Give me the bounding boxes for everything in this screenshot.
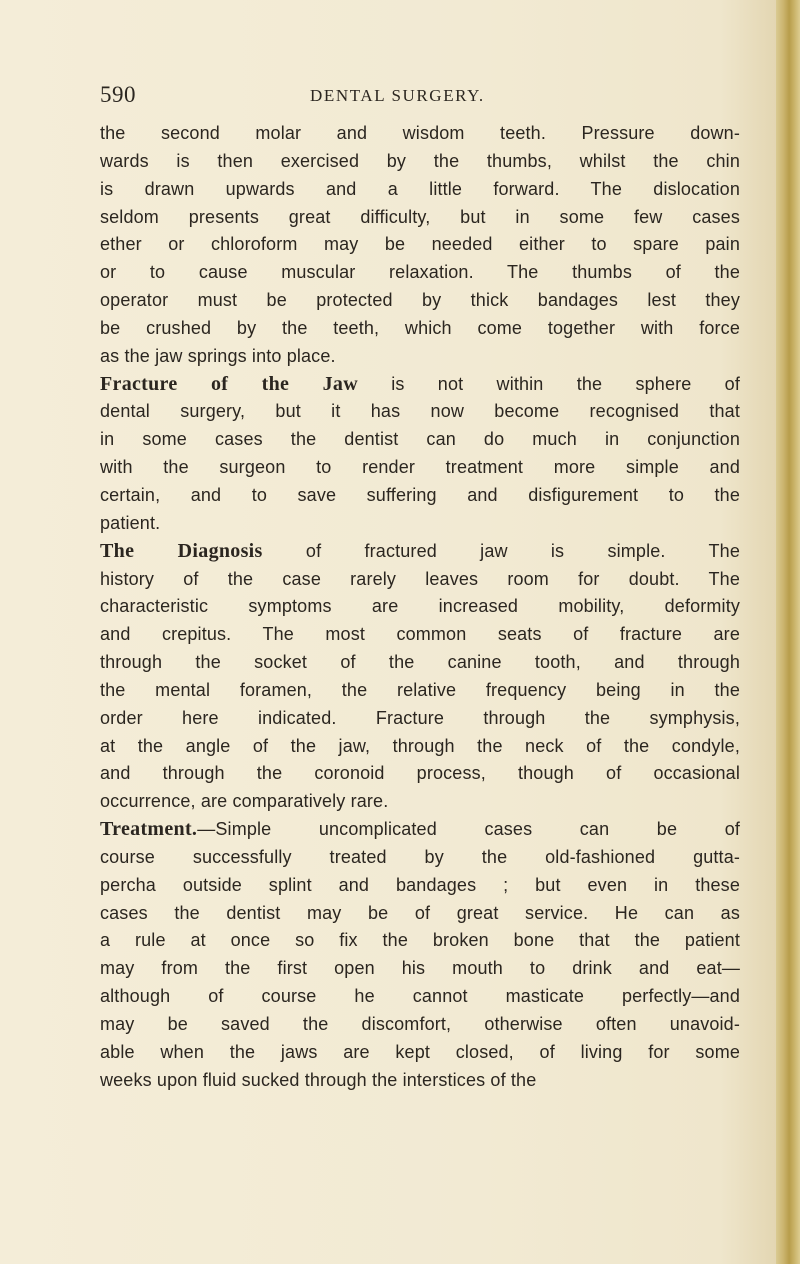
text-line bbox=[100, 1011, 740, 1039]
text-line bbox=[100, 148, 740, 176]
line-text: is not within the sphere of bbox=[357, 373, 740, 394]
line-text: patient. bbox=[100, 512, 161, 533]
text-line bbox=[100, 204, 740, 232]
page-edge bbox=[776, 0, 800, 1264]
line-text: operator must be protected by thick bandages lest they bbox=[100, 290, 740, 311]
line-text: the mental foramen, the relative frequency being in the bbox=[100, 679, 740, 700]
text-line bbox=[100, 649, 740, 677]
section-heading: Fracture of the Jaw bbox=[100, 372, 358, 395]
text-line bbox=[100, 371, 740, 399]
text-line bbox=[100, 1067, 740, 1095]
line-text: a rule at once so fix the broken bone that the patient bbox=[100, 930, 740, 951]
text-line bbox=[100, 844, 740, 872]
line-text: dental surgery, but it has now become recognised that bbox=[100, 401, 740, 422]
text-line bbox=[100, 705, 740, 733]
text-line bbox=[100, 872, 740, 900]
line-text: and through the coronoid process, though of occasional bbox=[100, 763, 740, 784]
line-text: history of the case rarely leaves room for doubt. The bbox=[100, 568, 740, 589]
text-line bbox=[100, 621, 740, 649]
section-heading: The Diagnosis bbox=[100, 539, 263, 562]
line-text: —Simple uncomplicated cases can be of bbox=[197, 819, 740, 840]
line-text: percha outside splint and bandages ; but even in these bbox=[100, 874, 740, 895]
text-line bbox=[100, 510, 740, 538]
line-text: as the jaw springs into place. bbox=[100, 345, 336, 366]
text-line bbox=[100, 816, 740, 844]
body-text bbox=[100, 120, 740, 1095]
line-text: in some cases the dentist can do much in conjunction bbox=[100, 429, 740, 450]
text-line bbox=[100, 426, 740, 454]
text-line bbox=[100, 1039, 740, 1067]
line-text: certain, and to save suffering and disfigurement to the bbox=[100, 484, 740, 505]
text-line bbox=[100, 788, 740, 816]
text-line bbox=[100, 287, 740, 315]
line-text: order here indicated. Fracture through the symphysis, bbox=[100, 707, 740, 728]
text-line bbox=[100, 955, 740, 983]
running-head: DENTAL SURGERY. bbox=[310, 86, 485, 105]
page-number: 590 bbox=[100, 82, 136, 107]
text-line bbox=[100, 983, 740, 1011]
text-line bbox=[100, 566, 740, 594]
text-line bbox=[100, 900, 740, 928]
line-text: cases the dentist may be of great service. He can as bbox=[100, 902, 740, 923]
line-text: the second molar and wisdom teeth. Pressure down- bbox=[100, 123, 740, 143]
line-text: be crushed by the teeth, which come together with force bbox=[100, 317, 740, 338]
line-text: may be saved the discomfort, otherwise often unavoid- bbox=[100, 1014, 740, 1034]
text-line bbox=[100, 231, 740, 259]
text-line bbox=[100, 927, 740, 955]
text-line bbox=[100, 259, 740, 287]
line-text: course successfully treated by the old-fashioned gutta- bbox=[100, 846, 740, 867]
text-line bbox=[100, 120, 740, 148]
line-text: wards is then exercised by the thumbs, whilst the chin bbox=[100, 150, 740, 171]
line-text: able when the jaws are kept closed, of living for some bbox=[100, 1041, 740, 1062]
line-text: through the socket of the canine tooth, and through bbox=[100, 652, 740, 673]
text-line bbox=[100, 538, 740, 566]
line-text: seldom presents great difficulty, but in some few cases bbox=[100, 206, 740, 227]
text-line bbox=[100, 733, 740, 761]
section-heading: Treatment. bbox=[100, 818, 198, 841]
line-text: with the surgeon to render treatment more simple and bbox=[100, 457, 740, 478]
line-text: and crepitus. The most common seats of fracture are bbox=[100, 624, 740, 645]
line-text: although of course he cannot masticate perfectly—and bbox=[100, 986, 740, 1007]
text-line bbox=[100, 454, 740, 482]
text-line bbox=[100, 482, 740, 510]
text-line bbox=[100, 343, 740, 371]
line-text: of fractured jaw is simple. The bbox=[262, 540, 740, 561]
text-line bbox=[100, 677, 740, 705]
page-header bbox=[100, 82, 740, 112]
line-text: occurrence, are comparatively rare. bbox=[100, 791, 389, 812]
line-text: is drawn upwards and a little forward. The dislocation bbox=[100, 178, 740, 199]
line-text: at the angle of the jaw, through the neck of the condyle, bbox=[100, 735, 740, 756]
text-line bbox=[100, 315, 740, 343]
line-text: ether or chloroform may be needed either to spare pain bbox=[100, 234, 740, 255]
text-line bbox=[100, 398, 740, 426]
line-text: weeks upon fluid sucked through the interstices of the bbox=[100, 1069, 537, 1090]
line-text: or to cause muscular relaxation. The thumbs of the bbox=[100, 262, 740, 283]
line-text: may from the first open his mouth to drink and eat— bbox=[100, 958, 740, 979]
text-line bbox=[100, 593, 740, 621]
line-text: characteristic symptoms are increased mobility, deformity bbox=[100, 596, 740, 617]
text-line bbox=[100, 176, 740, 204]
text-line bbox=[100, 760, 740, 788]
